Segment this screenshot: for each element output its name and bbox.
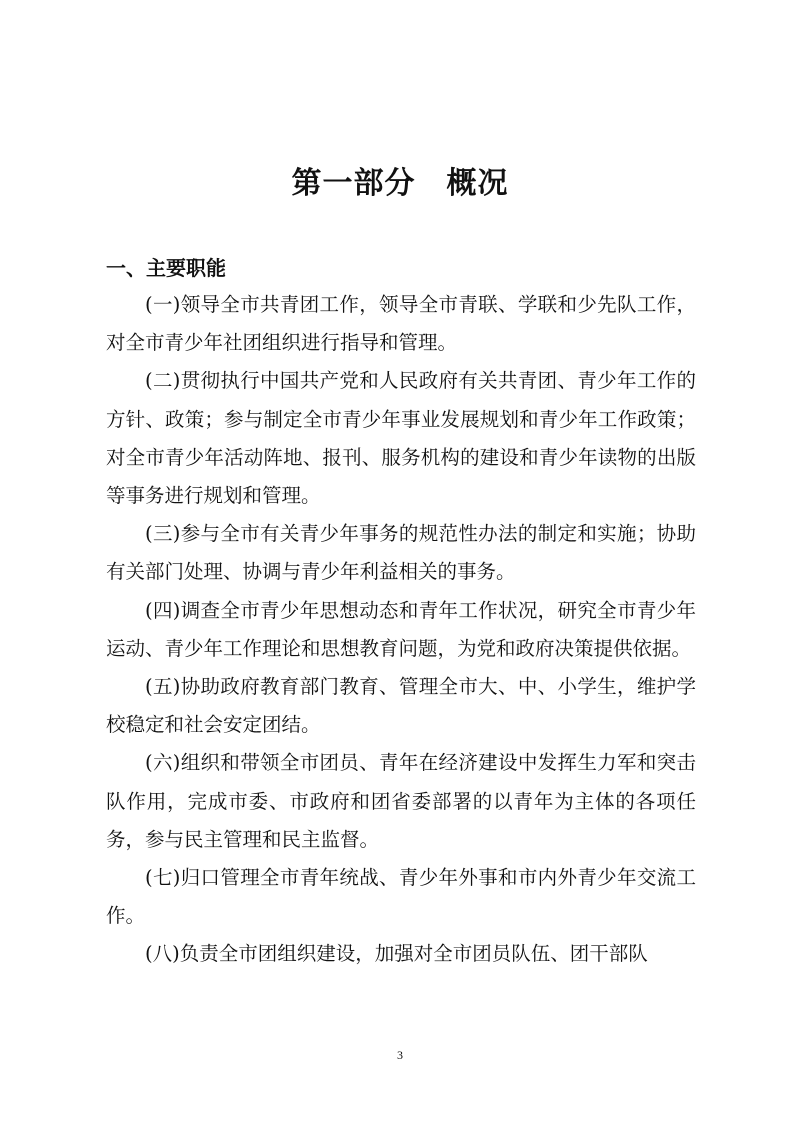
body-text bbox=[106, 286, 696, 974]
paragraph-6: (六)组织和带领全市团员、青年在经济建设中发挥生力军和突击队作用，完成市委、市政府和团省委部署的以青年为主体的各项任务，参与民主管理和民主监督。 bbox=[106, 751, 696, 851]
paragraph-5: (五)协助政府教育部门教育、管理全市大、中、小学生，维护学校稳定和社会安定团结。 bbox=[106, 675, 696, 737]
paragraph-8: (八)负责全市团组织建设，加强对全市团员队伍、团干部队 bbox=[145, 942, 648, 966]
page-number: 3 bbox=[397, 1048, 403, 1062]
paragraph-4: (四)调查全市青少年思想动态和青年工作状况，研究全市青少年运动、青少年工作理论和思想教育问题，为党和政府决策提供依据。 bbox=[106, 598, 696, 660]
paragraph-7: (七)归口管理全市青年统战、青少年外事和市内外青少年交流工作。 bbox=[106, 866, 696, 928]
page-title: 第一部分 概况 bbox=[291, 166, 509, 201]
paragraph-3: (三)参与全市有关青少年事务的规范性办法的制定和实施；协助有关部门处理、协调与青少年利益相关的事务。 bbox=[106, 522, 696, 584]
paragraph-1: (一)领导全市共青团工作，领导全市青联、学联和少先队工作，对全市青少年社团组织进行指导和管理。 bbox=[106, 293, 696, 355]
paragraph-2: (二)贯彻执行中国共产党和人民政府有关共青团、青少年工作的方针、政策；参与制定全市青少年事业发展规划和青少年工作政策；对全市青少年活动阵地、报刊、服务机构的建设和青少年读物的出版等事务进行规划和管理。 bbox=[106, 369, 696, 508]
section-heading: 一、主要职能 bbox=[106, 256, 226, 280]
